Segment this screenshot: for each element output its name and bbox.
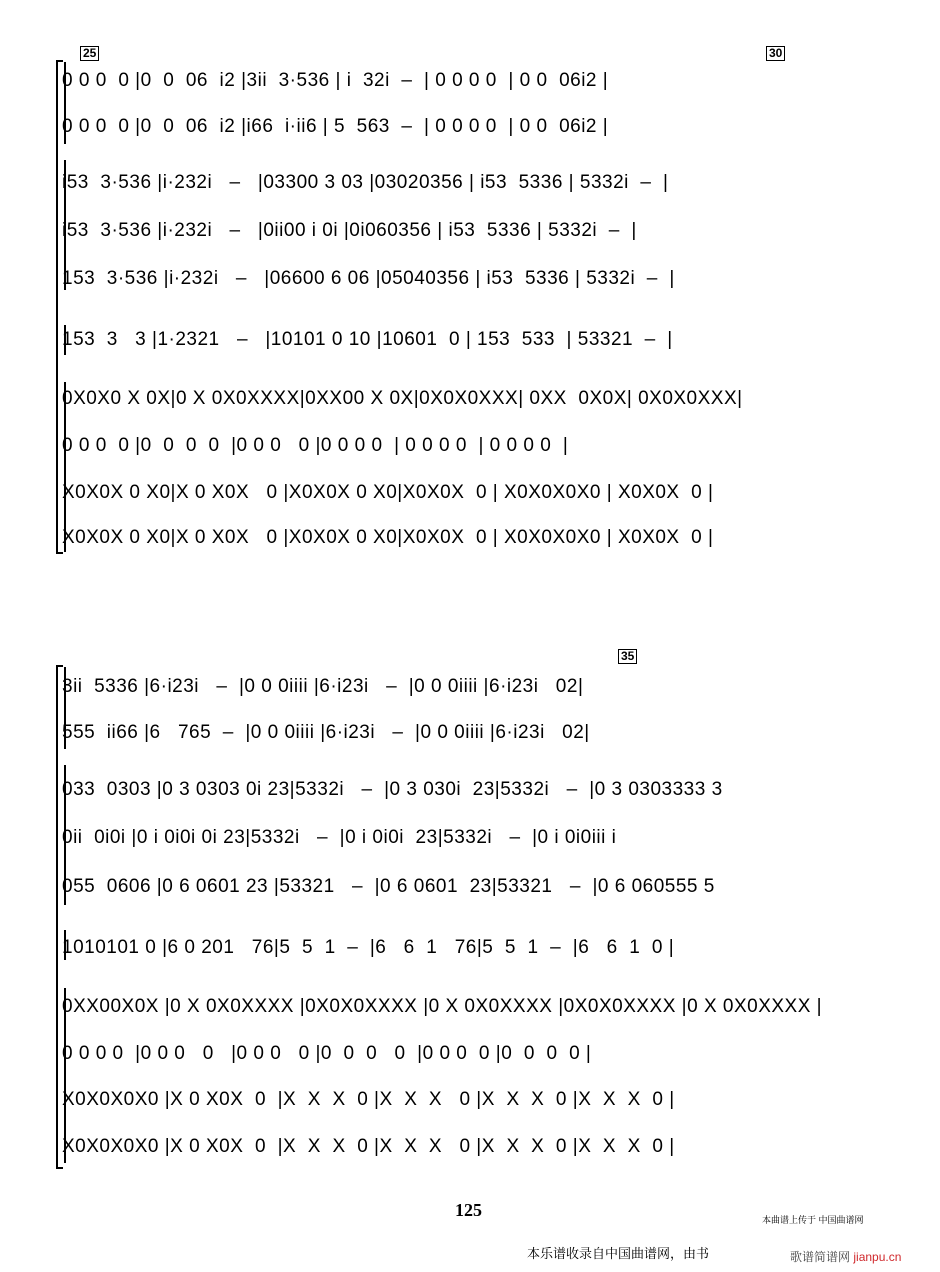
percussion-line: X0X0X0X0 |X 0 X0X 0 |X X X 0 |X X X 0 |X X X 0 |X X X 0 | bbox=[62, 1089, 675, 1110]
footer-source-text: 本乐谱收录自中国曲谱网，由书 bbox=[527, 1246, 710, 1261]
score-line: 0 0 0 0 |0 0 06 i2 |i66 i·ii6 | 5 563 – | 0 0 0 0 | 0 0 06i2 | bbox=[62, 116, 609, 137]
percussion-line: X0X0X 0 X0|X 0 X0X 0 |X0X0X 0 X0|X0X0X 0 | X0X0X0X0 | X0X0X 0 | bbox=[62, 482, 714, 503]
percussion-line: 0X0X0 X 0X|0 X 0X0XXXX|0XX00 X 0X|0X0X0XXX| 0XX 0X0X| 0X0X0XXX| bbox=[62, 388, 743, 409]
score-line: 153 3 3 |1·2321 – |10101 0 10 |10601 0 | 153 533 | 53321 – | bbox=[62, 329, 673, 350]
footer-site-cn: 歌谱简谱网 bbox=[790, 1250, 851, 1264]
percussion-line: 0 0 0 0 |0 0 0 0 |0 0 0 0 |0 0 0 0 | 0 0 0 0 | 0 0 0 0 | bbox=[62, 435, 569, 456]
percussion-line: X0X0X 0 X0|X 0 X0X 0 |X0X0X 0 X0|X0X0X 0 | X0X0X0X0 | X0X0X 0 | bbox=[62, 527, 714, 548]
upload-note: 本曲谱上传于 中国曲谱网 bbox=[762, 1215, 864, 1225]
rehearsal-mark-25: 25 bbox=[80, 46, 99, 61]
score-line: 153 3·536 |i·232i – |06600 6 06 |05040356 | i53 5336 | 5332i – | bbox=[62, 268, 675, 289]
score-line: 0ii 0i0i |0 i 0i0i 0i 23|5332i – |0 i 0i0i 23|5332i – |0 i 0i0iii i bbox=[62, 827, 617, 848]
percussion-line: 0 0 0 0 |0 0 0 0 |0 0 0 0 |0 0 0 0 |0 0 0 0 |0 0 0 0 | bbox=[62, 1043, 592, 1064]
footer-watermark bbox=[790, 1248, 901, 1265]
rehearsal-mark-35: 35 bbox=[618, 649, 637, 664]
rehearsal-mark-30: 30 bbox=[766, 46, 785, 61]
footer-site-en: jianpu.cn bbox=[853, 1250, 902, 1264]
score-line: 1010101 0 |6 0 201 76|5 5 1 – |6 6 1 76|5 5 1 – |6 6 1 0 | bbox=[62, 937, 675, 958]
score-line: 3ii 5336 |6·i23i – |0 0 0iiii |6·i23i – |0 0 0iiii |6·i23i 02| bbox=[62, 676, 584, 697]
score-line: 0 0 0 0 |0 0 06 i2 |3ii 3·536 | i 32i – | 0 0 0 0 | 0 0 06i2 | bbox=[62, 70, 609, 91]
score-line: i53 3·536 |i·232i – |03300 3 03 |03020356 | i53 5336 | 5332i – | bbox=[62, 172, 669, 193]
page-number: 125 bbox=[455, 1200, 482, 1220]
score-line: i53 3·536 |i·232i – |0ii00 i 0i |0i060356 | i53 5336 | 5332i – | bbox=[62, 220, 637, 241]
score-line: 033 0303 |0 3 0303 0i 23|5332i – |0 3 030i 23|5332i – |0 3 0303333 3 bbox=[62, 779, 723, 800]
percussion-line: X0X0X0X0 |X 0 X0X 0 |X X X 0 |X X X 0 |X X X 0 |X X X 0 | bbox=[62, 1136, 675, 1157]
percussion-line: 0XX00X0X |0 X 0X0XXXX |0X0X0XXXX |0 X 0X0XXXX |0X0X0XXXX |0 X 0X0XXXX | bbox=[62, 996, 823, 1017]
score-line: 055 0606 |0 6 0601 23 |53321 – |0 6 0601 23|53321 – |0 6 060555 5 bbox=[62, 876, 715, 897]
score-line: 555 ii66 |6 765 – |0 0 0iiii |6·i23i – |0 0 0iiii |6·i23i 02| bbox=[62, 722, 590, 743]
